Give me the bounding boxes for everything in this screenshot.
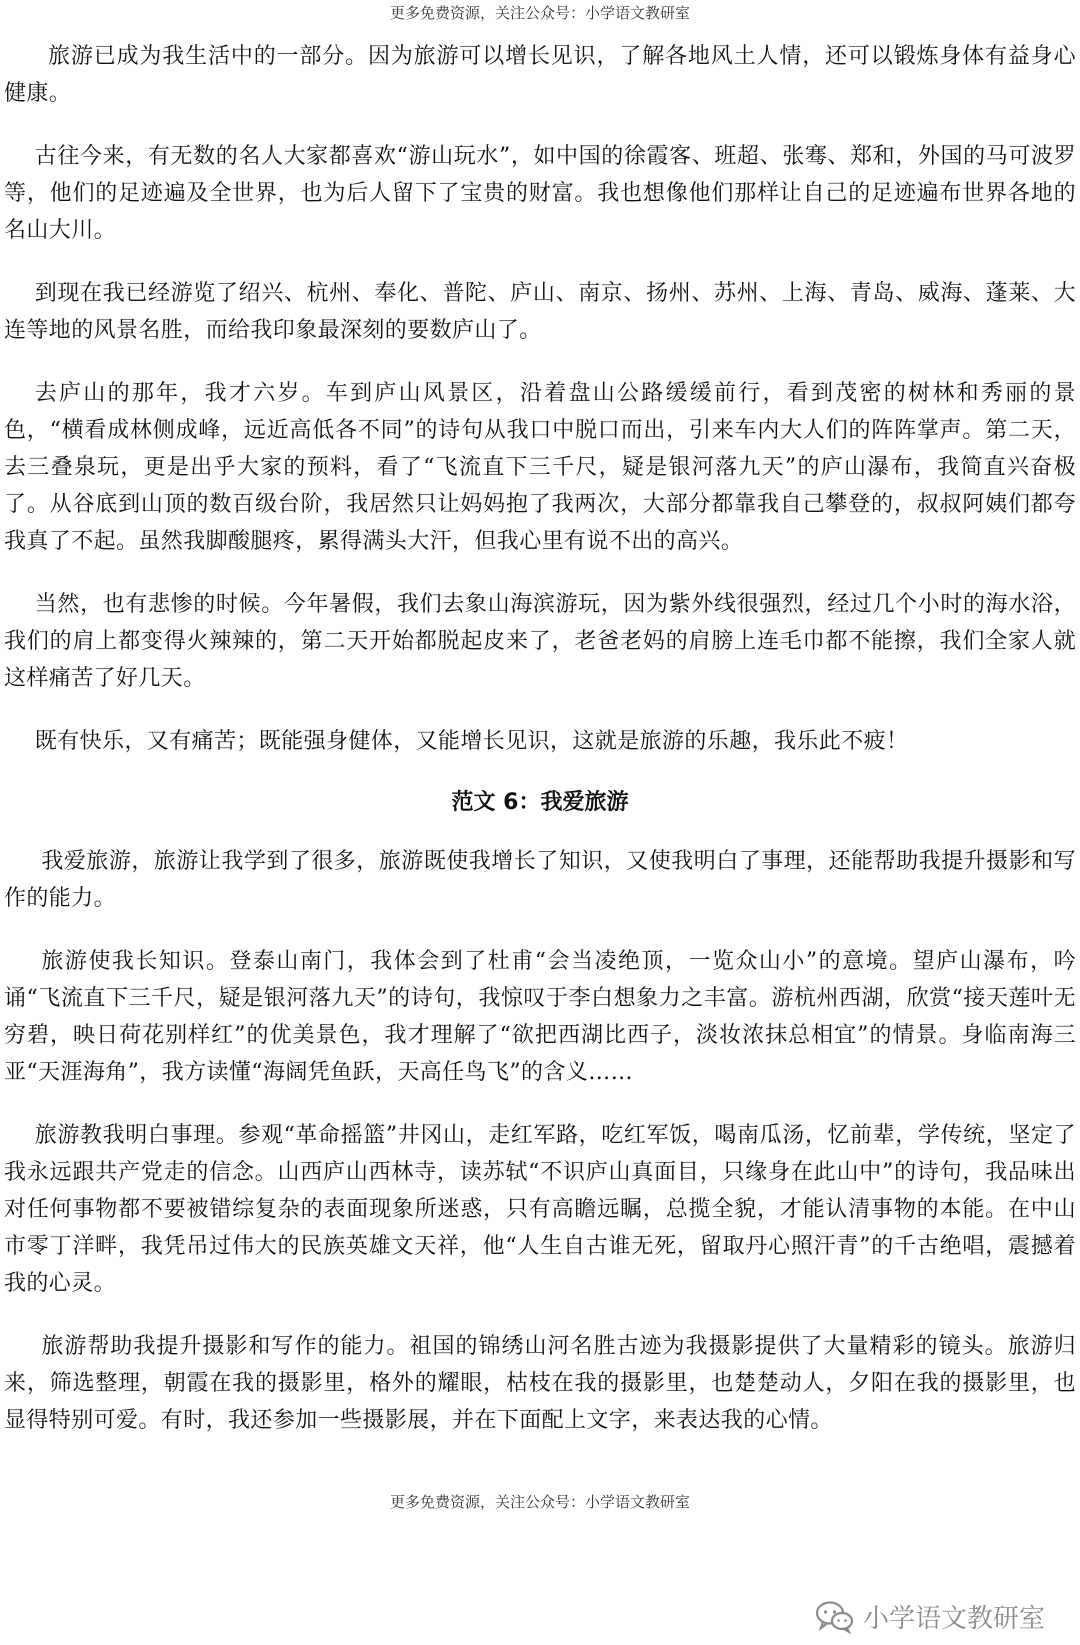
document-body	[0, 38, 1080, 1465]
paragraph-2: 古往今来，有无数的名人大家都喜欢“游山玩水”，如中国的徐霞客、班超、张骞、郑和，外国的马可波罗等，他们的足迹遍及全世界，也为后人留下了宝贵的财富。我也想像他们那样让自己的足迹遍布世界各地的名山大川。	[4, 144, 1076, 243]
page-header: 更多免费资源，关注公众号：小学语文教研室	[389, 4, 690, 22]
paragraph-9: 旅游教我明白事理。参观“革命摇篮”井冈山，走红军路，吃红军饭，喝南瓜汤，忆前辈，学传统，坚定了我永远跟共产党走的信念。山西庐山西林寺，读苏轼“不识庐山真面目，只缘身在此山中”的诗句，我品味出对任何事物都不要被错综复杂的表面现象所迷惑，只有高瞻远瞩，总揽全貌，才能认清事物的本能。在中山市零丁洋畔，我凭吊过伟大的民族英雄文天祥，他“人生自古谁无死，留取丹心照汗青”的千古绝唱，震撼着我的心灵。	[4, 1123, 1076, 1296]
watermark	[815, 1598, 1045, 1635]
paragraph-6: 既有快乐，又有痛苦；既能强身健体，又能增长见识，这就是旅游的乐趣，我乐此不疲！	[34, 729, 909, 754]
paragraph-5: 当然，也有悲惨的时候。今年暑假，我们去象山海滨游玩，因为紫外线很强烈，经过几个小时的海水浴，我们的肩上都变得火辣辣的，第二天开始都脱起皮来了，老爸老妈的肩膀上连毛巾都不能擦，我们全家人就这样痛苦了好几天。	[4, 592, 1076, 691]
paragraph-3: 到现在我已经游览了绍兴、杭州、奉化、普陀、庐山、南京、扬州、苏州、上海、青岛、威海、蓬莱、大连等地的风景名胜，而给我印象最深刻的要数庐山了。	[4, 281, 1076, 343]
paragraph-1: 旅游已成为我生活中的一部分。因为旅游可以增长见识，了解各地风土人情，还可以锻炼身体有益身心健康。	[4, 44, 1076, 106]
essay-title: 范文 6：我爱旅游	[451, 790, 629, 815]
watermark-text: 小学语文教研室	[863, 1604, 1046, 1634]
paragraph-7: 我爱旅游，旅游让我学到了很多，旅游既使我增长了知识，又使我明白了事理，还能帮助我提升摄影和写作的能力。	[4, 849, 1076, 911]
paragraph-8: 旅游使我长知识。登泰山南门，我体会到了杜甫“会当凌绝顶，一览众山小”的意境。望庐山瀑布，吟诵“飞流直下三千尺，疑是银河落九天”的诗句，我惊叹于李白想象力之丰富。游杭州西湖，欣赏“接天莲叶无穷碧，映日荷花别样红”的优美景色，我才理解了“欲把西湖比西子，淡妆浓抹总相宜”的情景。身临南海三亚“天涯海角”，我方读懂“海阔凭鱼跃，天高任鸟飞”的含义……	[4, 949, 1076, 1085]
wechat-chat-icon	[815, 1600, 855, 1634]
paragraph-4: 去庐山的那年，我才六岁。车到庐山风景区，沿着盘山公路缓缓前行，看到茂密的树林和秀丽的景色，“横看成林侧成峰，远近高低各不同”的诗句从我口中脱口而出，引来车内大人们的阵阵掌声。第二天，去三叠泉玩，更是出乎大家的预料，看了“飞流直下三千尺，疑是银河落九天”的庐山瀑布，我简直兴奋极了。从谷底到山顶的数百级台阶，我居然只让妈妈抱了我两次，大部分都靠我自己攀登的，叔叔阿姨们都夸我真了不起。虽然我脚酸腿疼，累得满头大汗，但我心里有说不出的高兴。	[4, 381, 1076, 554]
paragraph-10: 旅游帮助我提升摄影和写作的能力。祖国的锦绣山河名胜古迹为我摄影提供了大量精彩的镜头。旅游归来，筛选整理，朝霞在我的摄影里，格外的耀眼，枯枝在我的摄影里，也楚楚动人，夕阳在我的摄影里，也显得特别可爱。有时，我还参加一些摄影展，并在下面配上文字，来表达我的心情。	[4, 1334, 1076, 1433]
page-footer: 更多免费资源，关注公众号：小学语文教研室	[389, 1493, 690, 1511]
